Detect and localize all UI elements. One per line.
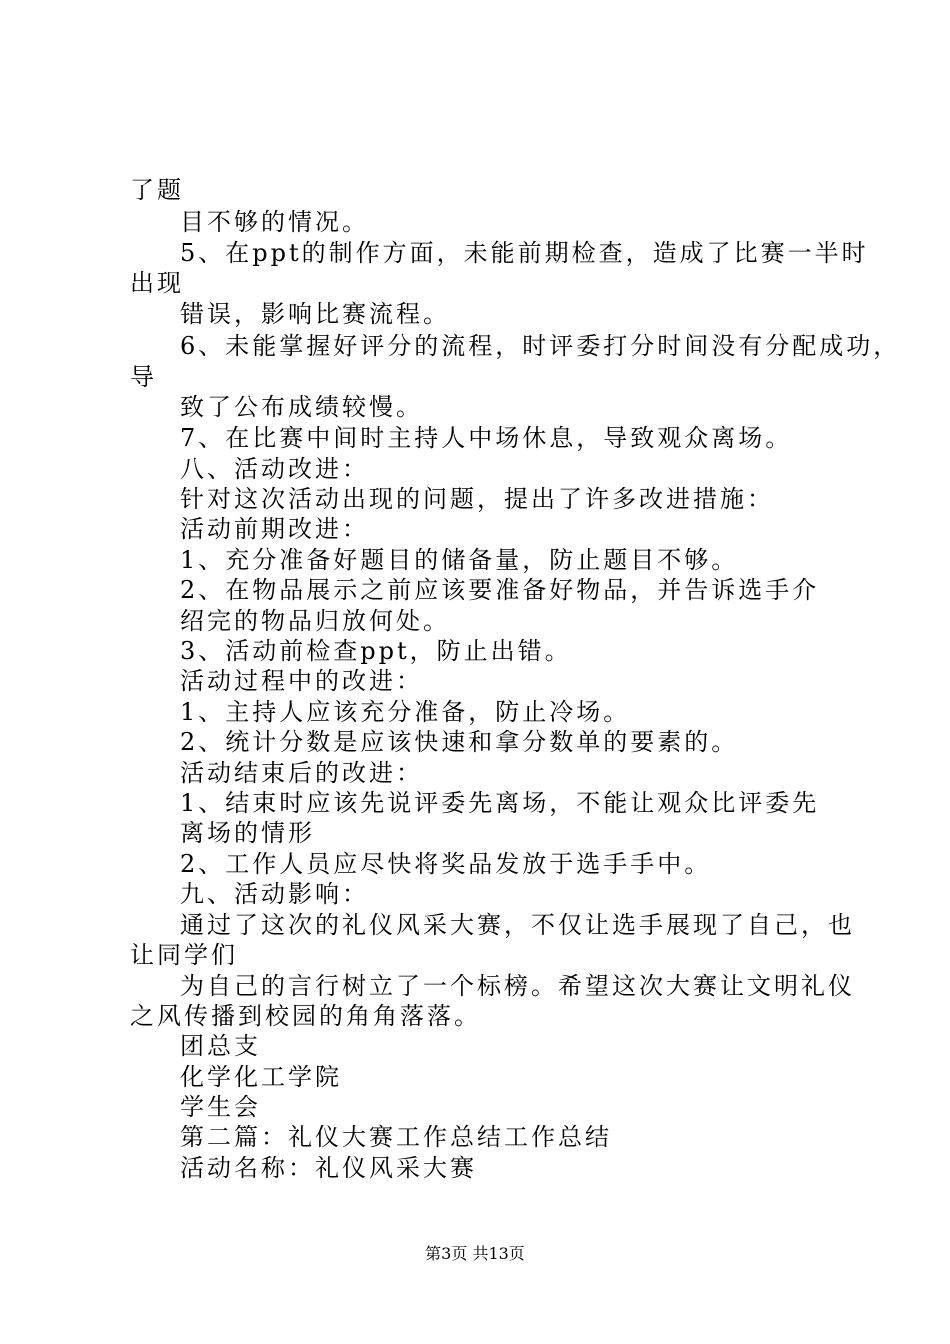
text-line: 导 — [130, 363, 157, 391]
text-line: 3、活动前检查ppt，防止出错。 — [180, 637, 572, 665]
text-line: 离场的情形 — [180, 819, 315, 847]
text-line: 活动名称：礼仪风采大赛 — [180, 1154, 477, 1182]
text-line: 出现 — [130, 269, 184, 297]
text-line: 为自己的言行树立了一个标榜。希望这次大赛让文明礼仪 — [180, 972, 855, 1000]
text-line: 目不够的情况。 — [180, 208, 369, 236]
text-line: 之风传播到校园的角角落落。 — [130, 1002, 481, 1030]
text-line: 绍完的物品归放何处。 — [180, 607, 450, 635]
section-heading: 八、活动改进： — [180, 455, 369, 483]
text-line: 致了公布成绩较慢。 — [180, 393, 423, 421]
text-line: 通过了这次的礼仪风采大赛，不仅让选手展现了自己，也 — [180, 911, 855, 939]
text-line: 1、结束时应该先说评委先离场，不能让观众比评委先 — [180, 789, 820, 817]
text-line: 6、未能掌握好评分的流程，时评委打分时间没有分配成功， — [180, 332, 901, 360]
text-line: 针对这次活动出现的问题，提出了许多改进措施： — [180, 485, 774, 513]
page-number-footer: 第3页 共13页 — [425, 1244, 525, 1263]
section-heading: 九、活动影响： — [180, 880, 369, 908]
text-line: 1、主持人应该充分准备，防止冷场。 — [180, 698, 631, 726]
subheading: 活动过程中的改进： — [180, 667, 423, 695]
signature-line: 团总支 — [180, 1032, 261, 1060]
text-line: 了题 — [130, 176, 184, 204]
subheading: 活动前期改进： — [180, 515, 369, 543]
signature-line: 学生会 — [180, 1093, 261, 1121]
signature-line: 化学化工学院 — [180, 1063, 342, 1091]
text-line: 2、工作人员应尽快将奖品发放于选手手中。 — [180, 850, 712, 878]
text-line: 7、在比赛中间时主持人中场休息，导致观众离场。 — [180, 424, 793, 452]
subheading: 活动结束后的改进： — [180, 759, 423, 787]
text-line: 2、在物品展示之前应该要准备好物品，并告诉选手介 — [180, 576, 820, 604]
text-line: 1、充分准备好题目的储备量，防止题目不够。 — [180, 546, 739, 574]
text-line: 5、在ppt的制作方面，未能前期检查，造成了比赛一半时 — [180, 239, 869, 267]
text-line: 让同学们 — [130, 941, 238, 969]
text-line: 2、统计分数是应该快速和拿分数单的要素的。 — [180, 728, 739, 756]
text-line: 错误，影响比赛流程。 — [180, 300, 450, 328]
chapter-heading: 第二篇：礼仪大赛工作总结工作总结 — [180, 1123, 612, 1151]
